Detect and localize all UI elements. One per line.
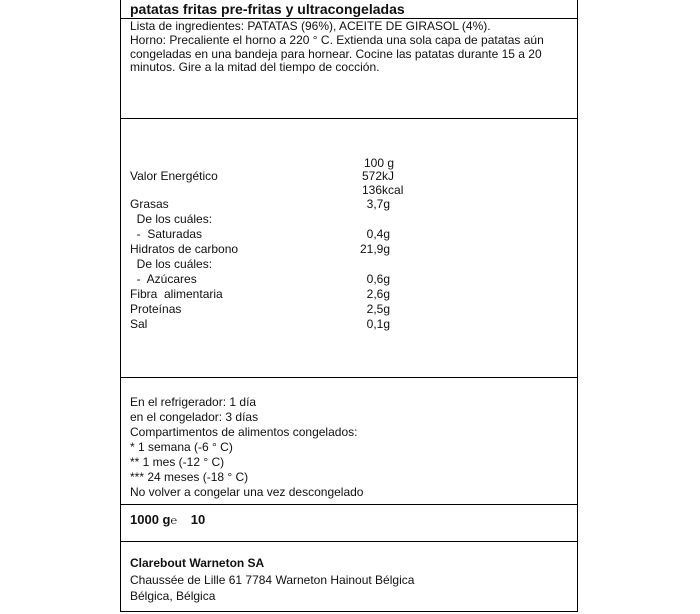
weight-divider [120, 541, 578, 542]
company-address: Chaussée de Lille 61 7784 Warneton Hainout Bélgica [130, 573, 415, 587]
storage-line: *** 24 meses (-18 ° C) [130, 470, 249, 484]
net-weight [130, 513, 205, 528]
nutrient-value: 2,5g [366, 302, 390, 316]
storage-line: * 1 semana (-6 ° C) [130, 440, 233, 454]
nutrient-value: 21,9g [359, 242, 390, 256]
storage-line: Compartimentos de alimentos congelados: [130, 425, 358, 439]
product-title: patatas fritas pre-fritas y ultracongeladas [130, 1, 405, 17]
nutrient-label: De los cuáles: [130, 257, 213, 271]
energy-kcal-value: 136kcal [362, 183, 404, 197]
nutrition-divider [120, 377, 578, 378]
storage-divider [120, 504, 578, 505]
nutrient-label: Grasas [130, 197, 169, 211]
storage-line: No volver a congelar una vez descongelado [130, 485, 364, 499]
storage-line: ** 1 mes (-12 ° C) [130, 455, 225, 469]
energy-kj-value: 572kJ [362, 169, 395, 183]
nutrient-label: Sal [130, 317, 148, 331]
estimated-sign-icon: ℮ [170, 515, 178, 527]
nutrient-label: - Azúcares [130, 272, 197, 286]
company-country: Bélgica, Bélgica [130, 589, 216, 603]
energy-label: Valor Energético [130, 169, 218, 183]
nutrient-label: De los cuáles: [130, 212, 213, 226]
nutrition-per-header: 100 g [364, 156, 395, 170]
ingredients-text: Lista de ingredientes: PATATAS (96%), ACEITE DE GIRASOL (4%). [130, 19, 491, 33]
cooking-instructions: Horno: Precaliente el horno a 220 ° C. Extienda una sola capa de patatas aún congeladas en una bandeja para hornear. Cocine las patatas durante 15 a 20 minutos. Gire a la mitad del tiempo de cocción. [130, 33, 544, 74]
storage-line: En el refrigerador: 1 día [130, 395, 257, 409]
nutrient-label: Hidratos de carbono [130, 242, 239, 256]
nutrient-value: 2,6g [366, 287, 390, 301]
company-name: Clarebout Warneton SA [130, 556, 265, 570]
net-weight-amount: 1000 g [130, 512, 171, 527]
instructions-divider [120, 118, 578, 119]
nutrient-value: 3,7g [366, 197, 390, 211]
nutrient-label: Fibra alimentaria [130, 287, 223, 301]
nutrient-label: - Saturadas [130, 227, 203, 241]
unit-count: 10 [190, 512, 206, 527]
storage-line: en el congelador: 3 días [130, 410, 259, 424]
nutrient-value: 0,1g [366, 317, 390, 331]
nutrient-value: 0,6g [366, 272, 390, 286]
nutrient-label: Proteínas [130, 302, 182, 316]
nutrient-value: 0,4g [366, 227, 390, 241]
